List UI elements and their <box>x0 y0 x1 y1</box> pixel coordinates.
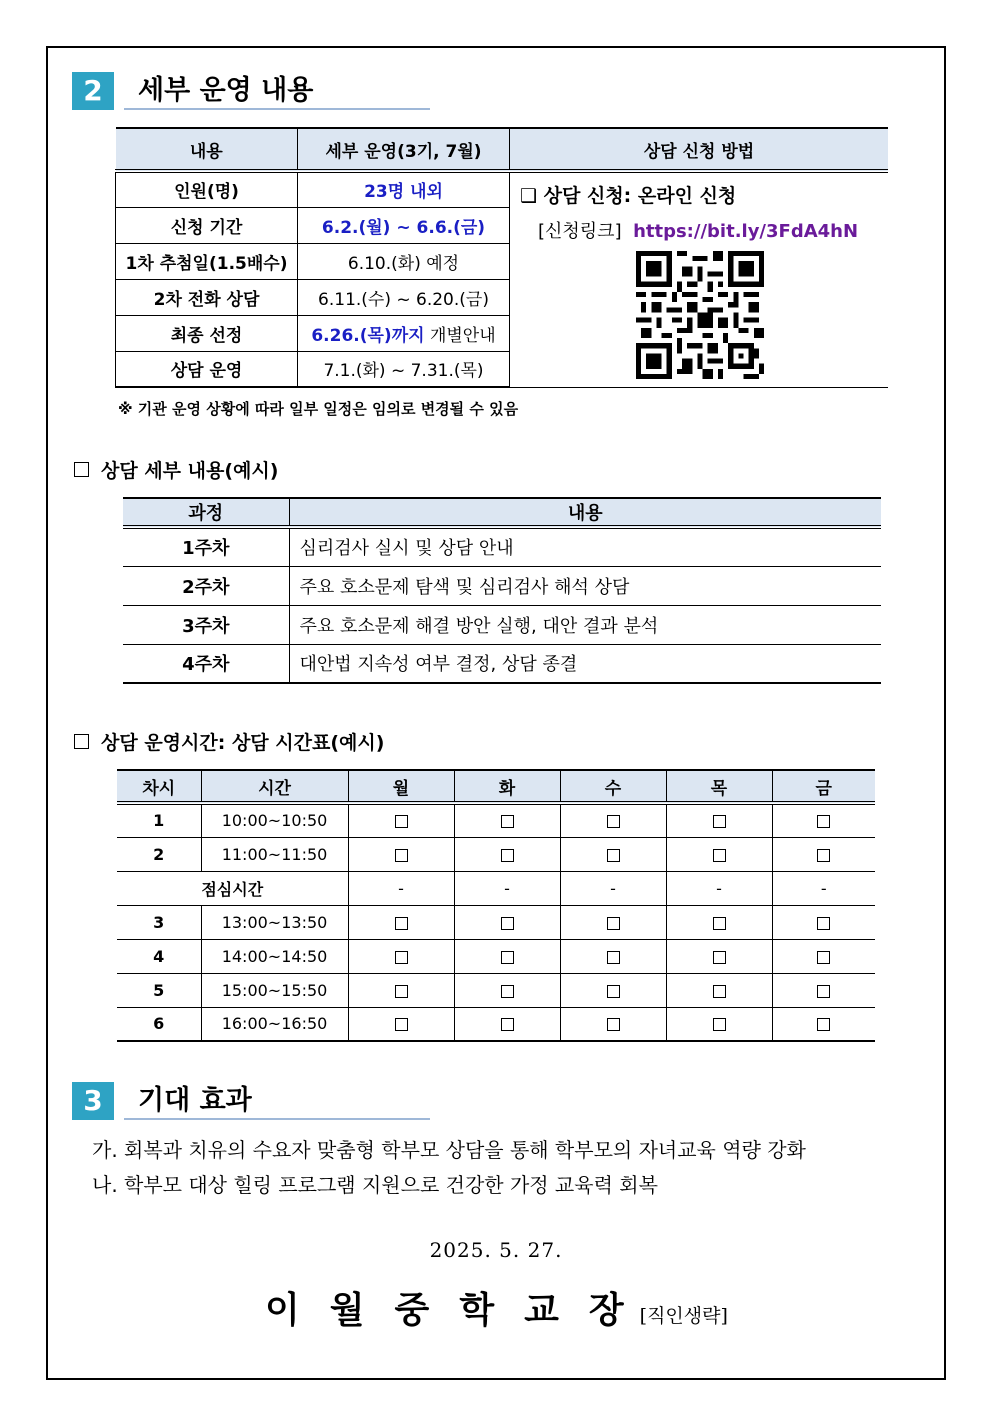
section-number: 3 <box>72 1082 114 1120</box>
week-label: 3주차 <box>123 605 289 644</box>
checkbox[interactable] <box>501 985 514 998</box>
effect-item: 나. 학부모 대상 힐링 프로그램 지원으로 건강한 가정 교육력 회복 <box>92 1173 658 1197</box>
row-value: 6.10.(화) 예정 <box>298 243 510 279</box>
checkbox[interactable] <box>713 917 726 930</box>
table-row <box>117 939 875 973</box>
detail-heading <box>74 456 278 483</box>
session-number: 3 <box>117 905 201 939</box>
checkbox[interactable] <box>713 951 726 964</box>
header-detail: 세부 운영(3기, 7월) <box>298 128 510 171</box>
checkbox[interactable] <box>607 1018 620 1031</box>
square-icon <box>74 734 89 749</box>
week-label: 1주차 <box>123 527 289 566</box>
header-fri: 금 <box>772 770 875 803</box>
checkbox[interactable] <box>607 917 620 930</box>
header-mon: 월 <box>348 770 454 803</box>
row-label: 신청 기간 <box>116 207 298 243</box>
checkbox[interactable] <box>607 815 620 828</box>
week-content: 심리검사 실시 및 상담 안내 <box>289 527 881 566</box>
checkbox[interactable] <box>395 951 408 964</box>
row-value: 23명 내외 <box>298 171 510 207</box>
checkbox[interactable] <box>501 1018 514 1031</box>
checkbox[interactable] <box>607 849 620 862</box>
lunch-label: 점심시간 <box>117 871 348 905</box>
checkbox[interactable] <box>607 951 620 964</box>
checkbox[interactable] <box>713 1018 726 1031</box>
signature-block <box>265 1282 728 1333</box>
session-time: 11:00~11:50 <box>201 837 348 871</box>
row-value: 7.1.(화) ~ 7.31.(목) <box>298 351 510 387</box>
lunch-mark: - <box>454 871 560 905</box>
lunch-mark: - <box>560 871 666 905</box>
header-thu: 목 <box>666 770 772 803</box>
checkbox[interactable] <box>607 985 620 998</box>
week-label: 2주차 <box>123 566 289 605</box>
week-content: 주요 호소문제 해결 방안 실행, 대안 결과 분석 <box>289 605 881 644</box>
row-value: 6.2.(월) ~ 6.6.(금) <box>298 207 510 243</box>
session-time: 16:00~16:50 <box>201 1007 348 1041</box>
week-content: 대안법 지속성 여부 결정, 상담 종결 <box>289 644 881 683</box>
timetable <box>117 769 875 1042</box>
lunch-mark: - <box>666 871 772 905</box>
section-underline <box>124 108 430 110</box>
row-value: 6.11.(수) ~ 6.20.(금) <box>298 279 510 315</box>
checkbox[interactable] <box>817 917 830 930</box>
table-row <box>116 171 889 207</box>
checkbox[interactable] <box>501 917 514 930</box>
lunch-row <box>117 871 875 905</box>
checkbox[interactable] <box>817 985 830 998</box>
checkbox[interactable] <box>817 849 830 862</box>
section-title: 세부 운영 내용 <box>138 75 314 106</box>
square-icon <box>74 462 89 477</box>
checkbox[interactable] <box>713 849 726 862</box>
session-number: 2 <box>117 837 201 871</box>
checkbox[interactable] <box>817 1018 830 1031</box>
effect-item: 가. 회복과 치유의 수요자 맞춤형 학부모 상담을 통해 학부모의 자녀교육 역량 강화 <box>92 1138 806 1162</box>
session-time: 10:00~10:50 <box>201 803 348 837</box>
row-value-bold: 6.26.(목)까지 <box>311 325 425 346</box>
checkbox[interactable] <box>501 951 514 964</box>
header-tue: 화 <box>454 770 560 803</box>
checkbox[interactable] <box>817 815 830 828</box>
section-title: 기대 효과 <box>138 1085 252 1116</box>
row-value <box>298 315 510 351</box>
row-label: 최종 선정 <box>116 315 298 351</box>
session-number: 1 <box>117 803 201 837</box>
apply-cell <box>510 171 889 387</box>
apply-link-label: [신청링크] <box>538 221 622 242</box>
detail-heading-text: 상담 세부 내용(예시) <box>101 460 279 482</box>
table-row <box>117 905 875 939</box>
table-row <box>117 837 875 871</box>
table-row <box>123 527 881 566</box>
header-apply: 상담 신청 방법 <box>510 128 889 171</box>
checkbox[interactable] <box>713 985 726 998</box>
checkbox[interactable] <box>395 815 408 828</box>
apply-link[interactable]: https://bit.ly/3FdA4hN <box>633 221 859 242</box>
apply-title: ❑ 상담 신청: 온라인 신청 <box>520 185 737 207</box>
row-label: 상담 운영 <box>116 351 298 387</box>
checkbox[interactable] <box>395 917 408 930</box>
session-time: 13:00~13:50 <box>201 905 348 939</box>
section-underline <box>124 1118 430 1120</box>
section-number: 2 <box>72 72 114 110</box>
schedule-heading <box>74 728 384 755</box>
table-row <box>123 605 881 644</box>
header-course: 과정 <box>123 498 289 527</box>
session-number: 6 <box>117 1007 201 1041</box>
qr-code-icon[interactable] <box>636 251 764 379</box>
row-label: 2차 전화 상담 <box>116 279 298 315</box>
lunch-mark: - <box>348 871 454 905</box>
checkbox[interactable] <box>501 849 514 862</box>
week-content: 주요 호소문제 탐색 및 심리검사 해석 상담 <box>289 566 881 605</box>
table-row <box>117 803 875 837</box>
week-label: 4주차 <box>123 644 289 683</box>
seal-note: [직인생략] <box>639 1305 728 1327</box>
row-value-rest: 개별안내 <box>429 325 496 346</box>
counseling-detail-table <box>123 497 881 684</box>
checkbox[interactable] <box>501 815 514 828</box>
table-row <box>123 566 881 605</box>
document-date: 2025. 5. 27. <box>429 1238 563 1262</box>
table-row <box>117 973 875 1007</box>
school-principal: 이월중학교장 <box>265 1290 654 1331</box>
apply-link-line <box>538 217 858 243</box>
checkbox[interactable] <box>395 849 408 862</box>
row-label: 1차 추첨일(1.5배수) <box>116 243 298 279</box>
header-session: 차시 <box>117 770 201 803</box>
table-row <box>123 644 881 683</box>
schedule-heading-text: 상담 운영시간: 상담 시간표(예시) <box>101 732 385 754</box>
schedule-note: ※ 기관 운영 상황에 따라 일부 일정은 임의로 변경될 수 있음 <box>118 400 519 418</box>
checkbox[interactable] <box>713 815 726 828</box>
checkbox[interactable] <box>395 985 408 998</box>
session-number: 4 <box>117 939 201 973</box>
lunch-mark: - <box>772 871 875 905</box>
header-content: 내용 <box>289 498 881 527</box>
table-row <box>117 1007 875 1041</box>
session-time: 14:00~14:50 <box>201 939 348 973</box>
session-number: 5 <box>117 973 201 1007</box>
checkbox[interactable] <box>817 951 830 964</box>
session-time: 15:00~15:50 <box>201 973 348 1007</box>
operation-table <box>115 127 888 388</box>
header-time: 시간 <box>201 770 348 803</box>
checkbox[interactable] <box>395 1018 408 1031</box>
header-content: 내용 <box>116 128 298 171</box>
row-label: 인원(명) <box>116 171 298 207</box>
header-wed: 수 <box>560 770 666 803</box>
